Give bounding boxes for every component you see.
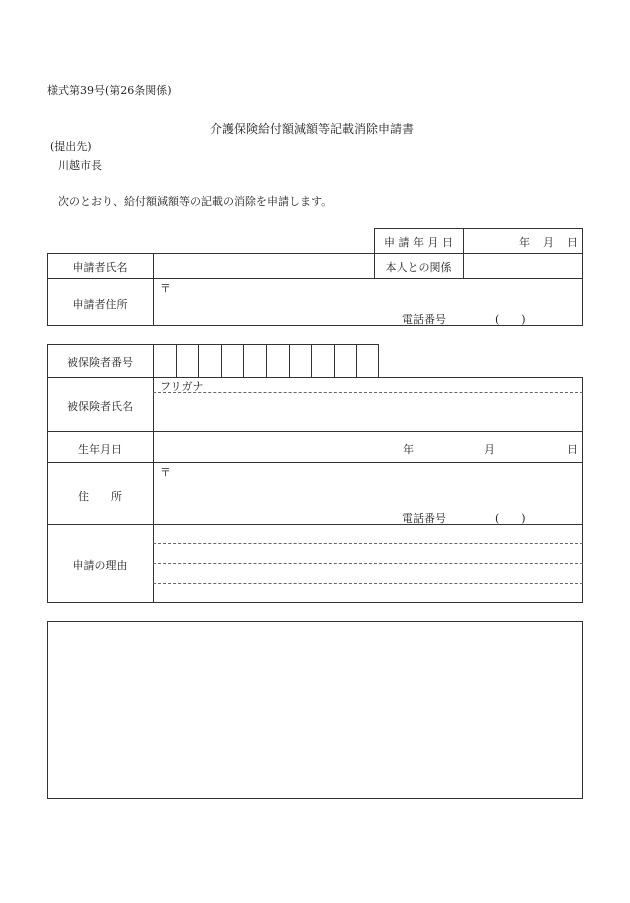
relation-label: 本人との関係 xyxy=(385,261,452,274)
applicant-phone-label: 電話番号 xyxy=(402,313,446,326)
applicant-phone-paren: ( ) xyxy=(495,313,526,326)
applicant-postal-mark: 〒 xyxy=(160,282,171,295)
office-use-box xyxy=(47,621,583,799)
applicant-address-field[interactable] xyxy=(175,281,580,307)
birth-month: 月 xyxy=(484,443,495,456)
submit-to-name: 川越市長 xyxy=(58,159,102,172)
form-number: 様式第39号(第26条関係) xyxy=(47,84,172,97)
insured-name-field[interactable] xyxy=(155,394,581,429)
insured-number-label: 被保険者番号 xyxy=(67,356,133,369)
insured-number-digit-cell[interactable] xyxy=(289,344,312,377)
submit-to-label: (提出先) xyxy=(50,140,92,153)
reason-label: 申請の理由 xyxy=(72,559,128,572)
applicant-name-label: 申請者氏名 xyxy=(72,261,128,274)
insured-number-digit-cell[interactable] xyxy=(356,344,379,377)
insured-name-label: 被保険者氏名 xyxy=(67,400,133,413)
application-date-label: 申 請 年 月 日 xyxy=(384,236,453,249)
insured-number-digit-cell[interactable] xyxy=(153,344,176,377)
furigana-label: フリガナ xyxy=(160,380,204,393)
relation-field[interactable] xyxy=(465,255,581,276)
insured-number-digit-cell[interactable] xyxy=(176,344,199,377)
applicant-address-label: 申請者住所 xyxy=(72,298,128,311)
insured-number-digit-cell[interactable] xyxy=(198,344,221,377)
applicant-name-field[interactable] xyxy=(155,255,372,276)
insured-number-digit-cell[interactable] xyxy=(243,344,266,377)
insured-number-digit-cell[interactable] xyxy=(334,344,357,377)
insured-number-digit-cell[interactable] xyxy=(221,344,244,377)
insured-address-field[interactable] xyxy=(175,465,580,505)
application-date-day: 日 xyxy=(567,236,578,249)
form-title: 介護保険給付額減額等記載消除申請書 xyxy=(210,122,415,136)
application-date-year: 年 xyxy=(519,236,530,249)
birth-day: 日 xyxy=(567,443,578,456)
reason-field[interactable] xyxy=(155,526,581,601)
insured-number-digits xyxy=(153,344,379,378)
insured-number-digit-cell[interactable] xyxy=(311,344,334,377)
birth-date-field[interactable] xyxy=(155,433,581,460)
insured-number-digit-cell[interactable] xyxy=(266,344,289,377)
birth-year: 年 xyxy=(403,443,414,456)
insured-postal-mark: 〒 xyxy=(160,466,171,479)
application-date-month: 月 xyxy=(543,236,554,249)
intro-text: 次のとおり、給付額減額等の記載の消除を申請します。 xyxy=(58,195,333,208)
birth-date-label: 生年月日 xyxy=(78,443,122,456)
insured-phone-paren: ( ) xyxy=(495,512,526,525)
insured-address-label: 住 所 xyxy=(78,490,122,503)
insured-phone-label: 電話番号 xyxy=(402,512,446,525)
